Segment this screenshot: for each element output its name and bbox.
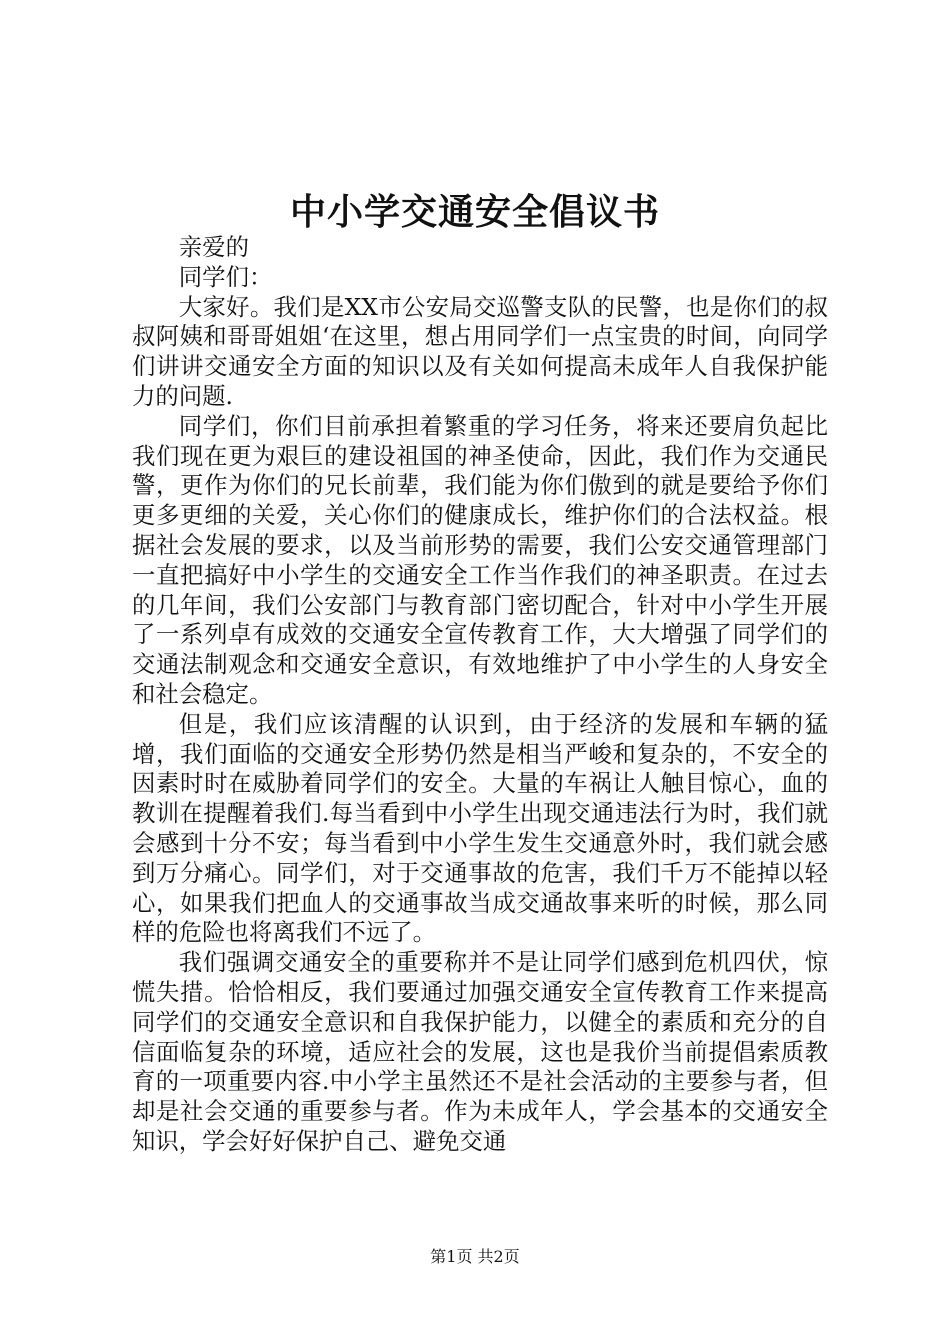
- paragraph-2: 同学们，你们目前承担着繁重的学习任务，将来还要肩负起比我们现在更为艰巨的建设祖国的神圣使命，因此，我们作为交通民警，更作为你们的兄长前辈，我们能为你们傲到的就是要给予你们更多更细的关爱，关心你们的健康成长，维护你们的合法权益。根据社会发展的要求，以及当前形势的需要，我们公安交通管理部门一直把搞好中小学生的交通安全工作当作我们的神圣职责。在过去的几年间，我们公安部门与教育部门密切配合，针对中小学生开展了一系列卓有成效的交通安全宣传教育工作，大大增强了同学们的交通法制观念和交通安全意识，有效地维护了中小学生的人身安全和社会稳定。: [132, 411, 828, 708]
- paragraph-1: 大家好。我们是XX市公安局交巡警支队的民警，也是你们的叔叔阿姨和哥哥姐姐‘在这里，想占用同学们一点宝贵的时间，向同学们讲讲交通安全方面的知识以及有关如何提高未成年人自我保护能力的问题.: [132, 292, 828, 410]
- salutation-line-1: 亲爱的: [178, 233, 249, 261]
- document-body: [132, 233, 828, 1157]
- page-footer: 第1页 共2页: [430, 1247, 520, 1266]
- paragraph-3: 但是，我们应该清醒的认识到，由于经济的发展和车辆的猛增，我们面临的交通安全形势仍然是相当严峻和复杂的，不安全的因素时时在威胁着同学们的安全。大量的车祸让人触目惊心，血的教训在提醒着我们.每当看到中小学生出现交通违法行为时，我们就会感到十分不安；每当看到中小学生发生交通意外时，我们就会感到万分痛心。同学们，对于交通事故的危害，我们千万不能掉以轻心，如果我们把血人的交通事故当成交通故事来听的时候，那么同样的危险也将离我们不远了。: [132, 709, 828, 947]
- salutation-line-2: 同学们：: [178, 262, 273, 291]
- document-title: 中小学交通安全倡议书: [289, 191, 660, 233]
- paragraph-4: 我们强调交通安全的重要称并不是让同学们感到危机四伏，惊慌失措。恰恰相反，我们要通过加强交通安全宣传教育工作来提高同学们的交通安全意识和自我保护能力，以健全的素质和充分的自信面临复杂的环境，适应社会的发展，这也是我价当前提倡索质教育的一项重要内容.中小学主虽然还不是社会活动的主要参与者，但却是社会交通的重要参与者。作为未成年人，学会基本的交通安全知识，学会好好保护自己、避免交通: [132, 948, 828, 1155]
